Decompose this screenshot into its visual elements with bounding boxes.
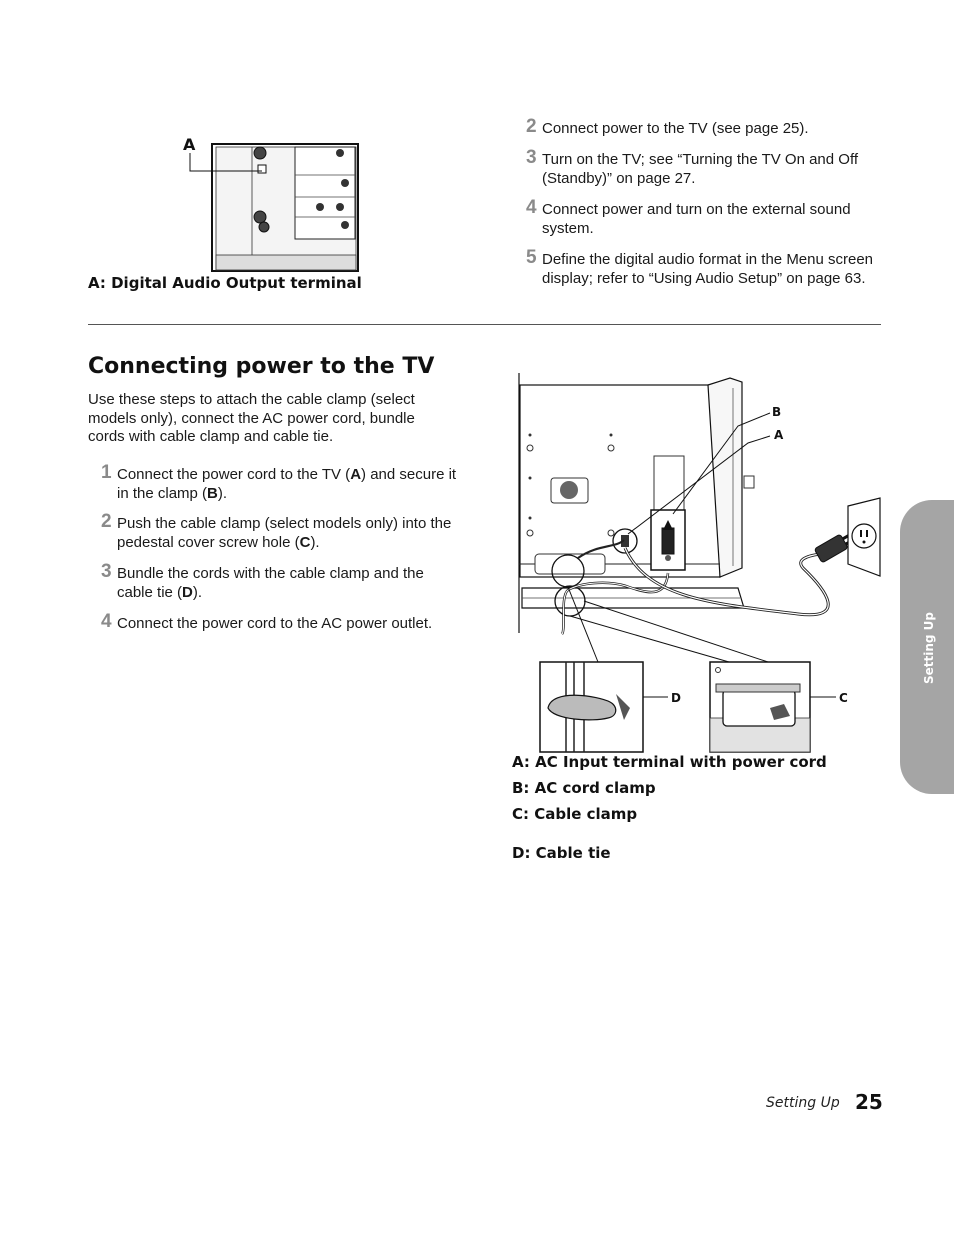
step-text: Connect power and turn on the external sound system.: [542, 201, 851, 237]
step-text: Define the digital audio format in the Menu screen display; refer to “Using Audio Setup” on page 63.: [542, 251, 874, 287]
tv-back-panel-illustration: [180, 135, 365, 275]
top-step-4: [526, 197, 886, 238]
power-step-4: [101, 611, 461, 634]
caption-d: D: Cable tie: [512, 844, 611, 862]
top-step-3: [526, 147, 886, 188]
callout-b: B: [772, 405, 782, 419]
power-connection-illustration: [508, 368, 888, 758]
step-number: 3: [526, 147, 537, 168]
step-text: Connect power to the TV (see page 25).: [542, 120, 809, 137]
power-step-2: [101, 511, 461, 552]
step-number: 1: [101, 462, 112, 483]
step-number: 4: [526, 197, 537, 218]
step-text: Turn on the TV; see “Turning the TV On and Off (Standby)” on page 27.: [542, 151, 859, 187]
step-text: Connect the power cord to the TV (A) and secure it in the clamp (B).: [117, 466, 457, 502]
footer-section-name: Setting Up: [766, 1095, 840, 1111]
step-number: 2: [526, 116, 537, 137]
step-text: Connect the power cord to the AC power outlet.: [117, 615, 433, 632]
callout-a: A: [774, 428, 784, 442]
caption-a: A: AC Input terminal with power cord: [512, 753, 827, 771]
step-number: 3: [101, 561, 112, 582]
side-chapter-tab-label: Setting Up: [922, 611, 936, 685]
callout-a: A: [183, 135, 196, 154]
caption-b: B: AC cord clamp: [512, 779, 656, 797]
step-number: 5: [526, 247, 537, 268]
section-divider: [88, 324, 881, 325]
step-text: Bundle the cords with the cable clamp and the cable tie (D).: [117, 565, 424, 601]
top-step-2: [526, 116, 886, 139]
footer-page-number: 25: [855, 1090, 883, 1114]
caption-c: C: Cable clamp: [512, 805, 638, 823]
step-text: Push the cable clamp (select models only) into the pedestal cover screw hole (C).: [117, 515, 452, 551]
step-number: 2: [101, 511, 112, 532]
top-step-5: [526, 247, 886, 288]
power-step-3: [101, 561, 461, 602]
power-step-1: [101, 462, 461, 503]
digital-audio-caption: A: Digital Audio Output terminal: [88, 274, 362, 292]
section-intro: Use these steps to attach the cable clamp (select models only), connect the AC power cord, bundle cords with cable clamp and cable tie.: [88, 391, 415, 445]
callout-d: D: [671, 691, 681, 705]
digital-audio-figure: [180, 135, 365, 275]
step-number: 4: [101, 611, 112, 632]
section-title: Connecting power to the TV: [88, 354, 435, 379]
callout-c: C: [839, 691, 848, 705]
